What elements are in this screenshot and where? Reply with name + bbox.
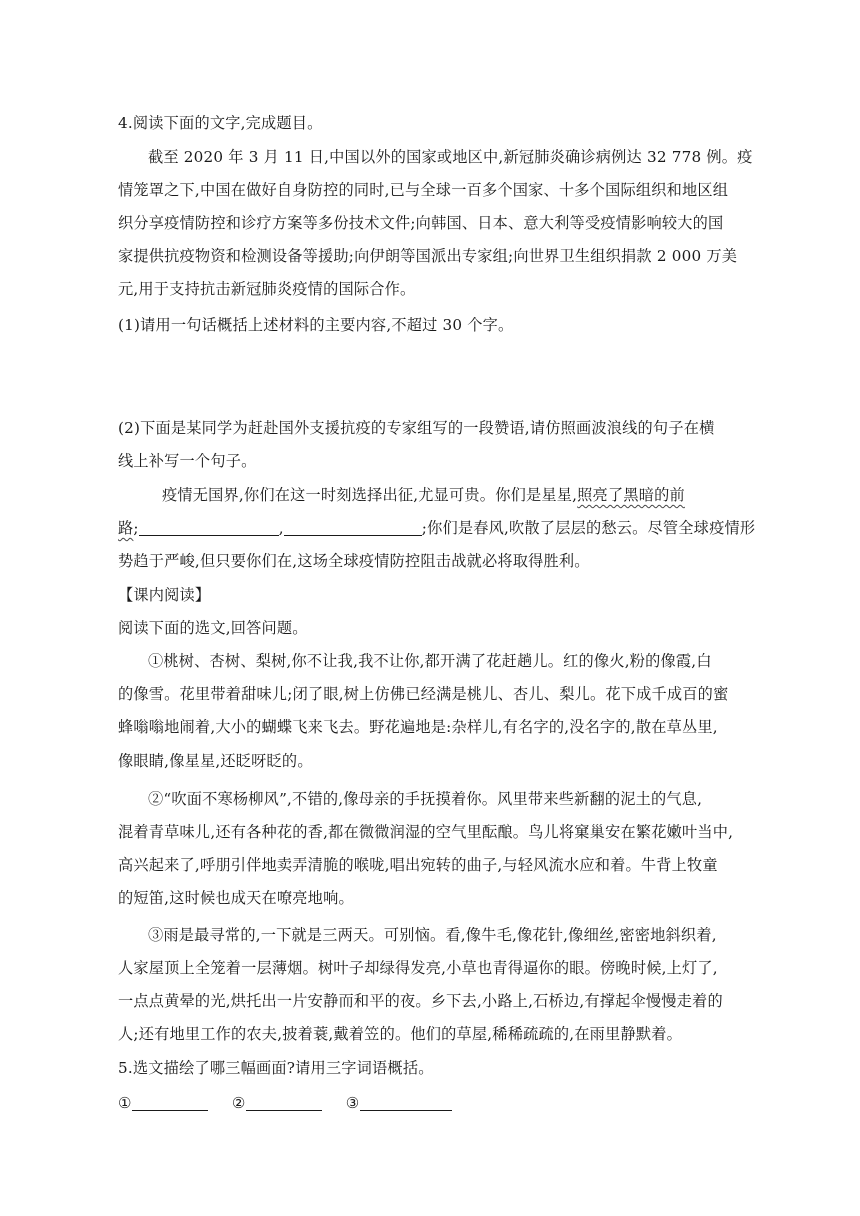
answer-blank-3[interactable] — [360, 1094, 452, 1111]
praise-line-2 — [118, 518, 755, 538]
q4-sub2-prompt: 线上补写一个句子。 — [118, 452, 257, 470]
praise-punct: ; — [133, 519, 139, 537]
answer-marker-2: ② — [231, 1094, 246, 1112]
q4-sub1-prompt: (1)请用一句话概括上述材料的主要内容,不超过 30 个字。 — [118, 316, 514, 334]
fill-blank-1[interactable] — [139, 519, 279, 536]
fill-blank-2[interactable] — [284, 519, 422, 536]
answer-marker-1: ① — [118, 1094, 132, 1112]
reading-p3-line: 一点点黄晕的光,烘托出一片安静而和平的夜。乡下去,小路上,石桥边,有撑起伞慢慢走着的 — [118, 992, 723, 1010]
q4-passage-line: 家提供抗疫物资和检测设备等援助;向伊朗等国派出专家组;向世界卫生组织捐款 2 000 万美 — [118, 247, 738, 265]
reading-p1-line: 像眼睛,像星星,还眨呀眨的。 — [118, 752, 313, 770]
section-title: 【课内阅读】 — [118, 586, 211, 604]
praise-text: 疫情无国界,你们在这一时刻选择出征,尤显可贵。你们是星星, — [162, 486, 578, 504]
reading-p2-line: ②“吹面不寒杨柳风”,不错的,像母亲的手抚摸着你。风里带来些新翻的泥土的气息, — [148, 790, 703, 808]
wavy-underlined-sentence: 照亮了黑暗的前 — [577, 486, 685, 504]
reading-p2-line: 的短笛,这时候也成天在嘹亮地响。 — [118, 889, 354, 907]
answer-blank-1[interactable] — [132, 1094, 208, 1111]
reading-p2-line: 高兴起来了,呼朋引伴地卖弄清脆的喉咙,唱出宛转的曲子,与轻风流水应和着。牛背上牧童 — [118, 856, 718, 874]
q4-passage-line: 元,用于支持抗击新冠肺炎疫情的国际合作。 — [118, 280, 416, 298]
reading-p3-line: ③雨是最寻常的,一下就是三两天。可别恼。看,像牛毛,像花针,像细丝,密密地斜织着, — [148, 926, 717, 944]
q4-heading: 4.阅读下面的文字,完成题目。 — [118, 114, 323, 132]
reading-intro: 阅读下面的选文,回答问题。 — [118, 619, 308, 637]
reading-p2-line: 混着青草味儿,还有各种花的香,都在微微润湿的空气里酝酿。鸟儿将窠巢安在繁花嫩叶当中, — [118, 823, 734, 841]
answer-blank-2[interactable] — [246, 1094, 322, 1111]
q4-passage-line: 截至 2020 年 3 月 11 日,中国以外的国家或地区中,新冠肺炎确诊病例达 32 778 例。疫 — [148, 148, 753, 166]
reading-p1-line: ①桃树、杏树、梨树,你不让我,我不让你,都开满了花赶趟儿。红的像火,粉的像霞,白 — [148, 652, 712, 670]
q4-sub2-prompt: (2)下面是某同学为赶赴国外支援抗疫的专家组写的一段赞语,请仿照画波浪线的句子在横 — [118, 419, 715, 437]
praise-line-1 — [162, 485, 685, 505]
q4-sub1-answer-area[interactable] — [118, 342, 738, 412]
answer-marker-3: ③ — [345, 1094, 360, 1112]
praise-line-3: 势趋于严峻,但只要你们在,这场全球疫情防控阻击战就必将取得胜利。 — [118, 552, 590, 570]
q4-passage-line: 织分享疫情防控和诊疗方案等多份技术文件;向韩国、日本、意大利等受疫情影响较大的国 — [118, 214, 724, 232]
reading-p3-line: 人家屋顶上全笼着一层薄烟。树叶子却绿得发亮,小草也青得逼你的眼。傍晚时候,上灯了, — [118, 959, 718, 977]
praise-punct: , — [278, 519, 284, 537]
reading-p1-line: 的像雪。花里带着甜味儿;闭了眼,树上仿佛已经满是桃儿、杏儿、梨儿。花下成千成百的蜜 — [118, 685, 729, 703]
wavy-underlined-sentence: 路 — [118, 519, 134, 537]
reading-p1-line: 蜂嗡嗡地闹着,大小的蝴蝶飞来飞去。野花遍地是:杂样儿,有名字的,没名字的,散在草丛里, — [118, 718, 718, 736]
reading-p3-line: 人;还有地里工作的农夫,披着蓑,戴着笠的。他们的草屋,稀稀疏疏的,在雨里静默着。 — [118, 1025, 682, 1043]
q5-heading: 5.选文描绘了哪三幅画面?请用三字词语概括。 — [118, 1059, 434, 1077]
q5-answer-row — [118, 1093, 452, 1113]
praise-text: ;你们是春风,吹散了层层的愁云。尽管全球疫情形 — [421, 519, 756, 537]
q4-passage-line: 情笼罩之下,中国在做好自身防控的同时,已与全球一百多个国家、十多个国际组织和地区组 — [118, 181, 729, 199]
